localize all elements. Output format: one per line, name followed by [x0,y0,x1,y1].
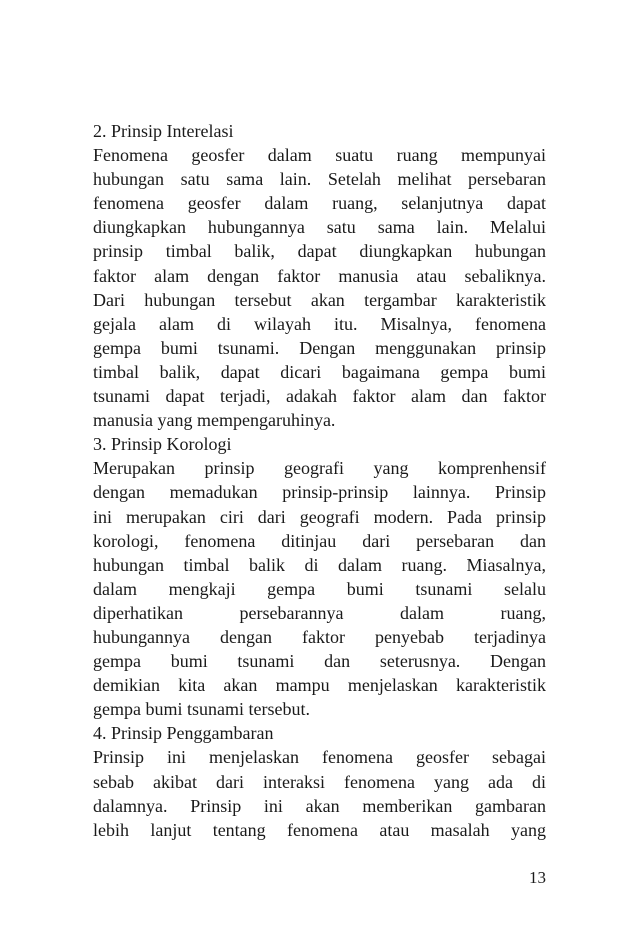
paragraph-line: gempa bumi tsunami dan seterusnya. Dengan [93,651,546,672]
paragraph-line: faktor alam dengan faktor manusia atau sebaliknya. [93,265,546,286]
paragraph-line: Fenomena geosfer dalam suatu ruang mempunyai [93,145,546,166]
paragraph-line: timbal balik, dapat dicari bagaimana gempa bumi [93,361,546,382]
paragraph-line: gempa bumi tsunami. Dengan menggunakan prinsip [93,337,546,358]
section-heading: 4. Prinsip Penggambaran [93,723,274,744]
paragraph-line: diungkapkan hubungannya satu sama lain. Melalui [93,217,546,238]
paragraph-line: diperhatikan persebarannya dalam ruang, [93,602,546,623]
paragraph-line: fenomena geosfer dalam ruang, selanjutnya dapat [93,193,546,214]
paragraph-line: manusia yang mempengaruhinya. [93,410,336,431]
paragraph-line: prinsip timbal balik, dapat diungkapkan hubungan [93,241,546,262]
section-heading: 2. Prinsip Interelasi [93,121,234,141]
section-prinsip-interelasi [93,119,546,432]
paragraph-line: Dari hubungan tersebut akan tergambar karakteristik [93,289,546,310]
paragraph-line: sebab akibat dari interaksi fenomena yang ada di [93,771,546,792]
paragraph-line: ini merupakan ciri dari geografi modern. Pada prinsip [93,506,546,527]
paragraph-line: korologi, fenomena ditinjau dari persebaran dan [93,530,546,551]
body-text [93,119,546,842]
paragraph-line: gempa bumi tsunami tersebut. [93,699,310,720]
paragraph-line: Merupakan prinsip geografi yang komprenhensif [93,458,546,479]
paragraph-line: demikian kita akan mampu menjelaskan karakteristik [93,675,546,696]
paragraph-line: gejala alam di wilayah itu. Misalnya, fenomena [93,313,546,334]
paragraph-line: hubungan timbal balik di dalam ruang. Miasalnya, [93,554,546,575]
section-prinsip-korologi [93,432,546,721]
section-prinsip-penggambaran [93,721,546,841]
paragraph-line: hubungan satu sama lain. Setelah melihat persebaran [93,169,546,190]
paragraph-line: dalamnya. Prinsip ini akan memberikan gambaran [93,795,546,816]
paragraph-line: hubungannya dengan faktor penyebab terjadinya [93,626,546,647]
paragraph-line: lebih lanjut tentang fenomena atau masalah yang [93,819,546,840]
paragraph-line: dalam mengkaji gempa bumi tsunami selalu [93,578,546,599]
section-heading: 3. Prinsip Korologi [93,434,232,455]
paragraph-line: dengan memadukan prinsip-prinsip lainnya. Prinsip [93,482,546,503]
page-number: 13 [529,868,546,887]
paragraph-line: Prinsip ini menjelaskan fenomena geosfer sebagai [93,747,546,768]
paragraph-line: tsunami dapat terjadi, adakah faktor alam dan faktor [93,386,546,407]
